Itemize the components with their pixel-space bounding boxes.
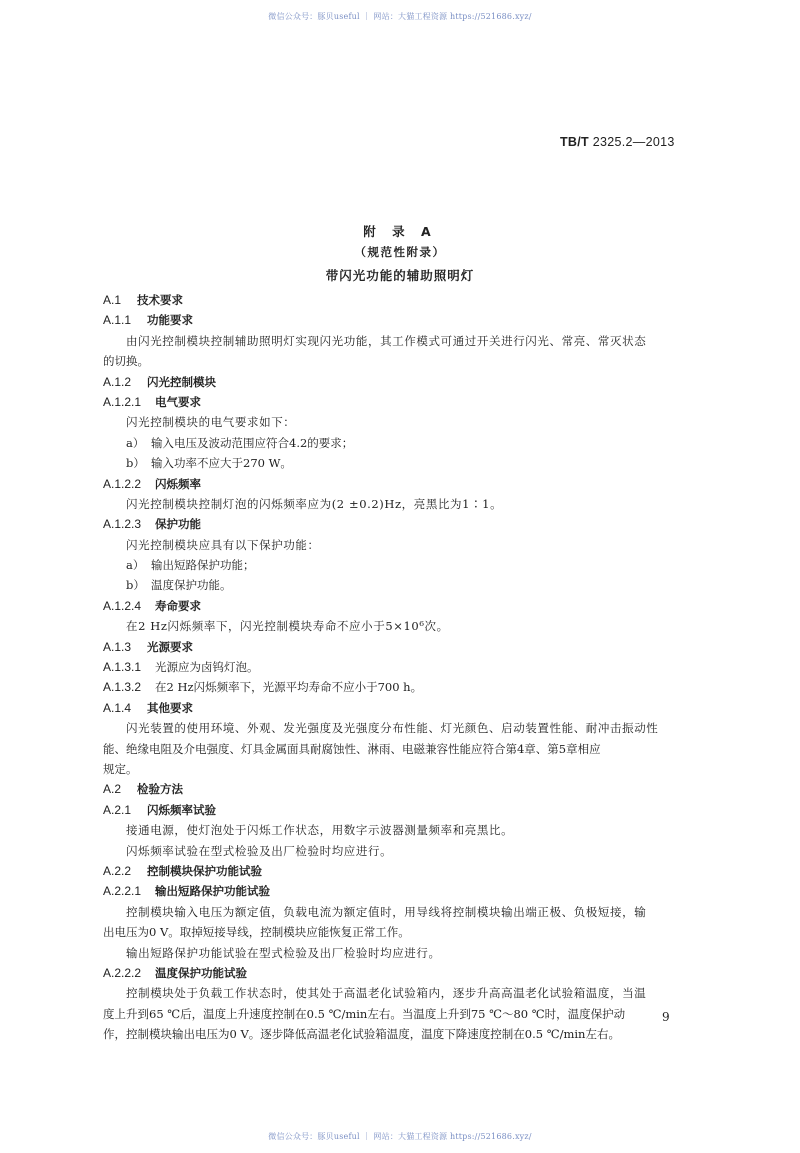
- section-title: 技术要求: [137, 293, 184, 307]
- paragraph: 闪光装置的使用环境、外观、发光强度及光强度分布性能、灯光颜色、启动装置性能、耐冲击振动性: [126, 721, 659, 736]
- clause-a1-3-1: [103, 657, 683, 677]
- section-number: A.1.1: [103, 313, 132, 328]
- paragraph-continuation: 的切换。: [103, 354, 149, 369]
- section-title: 控制模块保护功能试验: [147, 863, 263, 878]
- section-title: 光源要求: [147, 639, 194, 654]
- paragraph: 在2 Hz闪烁频率下，闪光控制模块寿命不应小于5×10⁶次。: [126, 619, 449, 634]
- paragraph: 闪光控制模块的电气要求如下：: [126, 415, 296, 430]
- watermark-bottom: 微信公众号：豚贝useful ｜ 网站：大猫工程资源 https://521686.xyz/: [268, 1132, 532, 1141]
- list-item: [103, 555, 683, 575]
- annex-subtitle: （规范性附录）: [354, 245, 446, 259]
- paragraph: 控制模块处于负载工作状态时，使其处于高温老化试验箱内，逐步升高高温老化试验箱温度，当温: [126, 986, 647, 1001]
- section-number: A.2.1: [103, 802, 132, 817]
- paragraph-continuation: 能、绝缘电阻及介电强度、灯具金属面具耐腐蚀性、淋雨、电磁兼容性能应符合第4章、第5章相应: [103, 741, 601, 756]
- section-heading-a2: [103, 779, 683, 799]
- section-heading-a1: [103, 290, 683, 310]
- list-text: 输入电压及波动范围应符合4.2的要求；: [151, 435, 354, 450]
- list-text: 温度保护功能。: [151, 578, 232, 593]
- clause-text: 光源应为卤钨灯泡。: [155, 660, 259, 675]
- section-number: A.1.2.3: [103, 517, 142, 532]
- paragraph: 输出短路保护功能试验在型式检验及出厂检验时均应进行。: [126, 945, 441, 960]
- section-heading-a2-2: [103, 861, 683, 881]
- section-title: 温度保护功能试验: [155, 965, 248, 980]
- list-marker: a）: [126, 435, 145, 450]
- section-title: 电气要求: [155, 394, 202, 409]
- page-number: 9: [662, 1010, 670, 1024]
- paragraph: 闪光控制模块应具有以下保护功能：: [126, 537, 320, 552]
- list-item: [103, 453, 683, 473]
- paragraph: 由闪光控制模块控制辅助照明灯实现闪光功能，其工作模式可通过开关进行闪光、常亮、常灭状态: [126, 333, 647, 348]
- section-heading-a2-2-1: [103, 881, 683, 901]
- section-number: A.2.2.1: [103, 884, 142, 899]
- section-heading-a2-2-2: [103, 963, 683, 983]
- section-heading-a1-1: [103, 310, 683, 330]
- paragraph: 控制模块输入电压为额定值，负载电流为额定值时，用导线将控制模块输出端正极、负极短接，输: [126, 904, 647, 919]
- clause-a1-3-2: [103, 677, 683, 697]
- section-title: 寿命要求: [155, 598, 202, 613]
- section-heading-a1-3: [103, 637, 683, 657]
- section-number: A.1.2.2: [103, 476, 142, 491]
- section-heading-a1-2-2: [103, 474, 683, 494]
- section-title: 闪烁频率试验: [147, 802, 217, 817]
- standard-prefix: TB/T: [560, 135, 589, 149]
- list-item: [103, 433, 683, 453]
- paragraph: 闪光控制模块控制灯泡的闪烁频率应为(2 ±0.2)Hz，亮黑比为1∶1。: [126, 496, 503, 511]
- section-title: 输出短路保护功能试验: [155, 884, 271, 899]
- list-marker: b）: [126, 578, 145, 593]
- annex-title: 附 录 A: [363, 224, 437, 239]
- section-title: 闪烁频率: [155, 476, 202, 491]
- paragraph-continuation: 规定。: [103, 761, 138, 776]
- paragraph-continuation: 度上升到65 ℃后，温度上升速度控制在0.5 ℃/min左右。当温度上升到75 ℃～80 ℃时，温度保护动: [103, 1006, 626, 1021]
- section-number: A.1.2.1: [103, 394, 142, 409]
- section-heading-a1-2-1: [103, 392, 683, 412]
- list-marker: a）: [126, 558, 145, 573]
- section-heading-a1-4: [103, 698, 683, 718]
- section-number: A.1.3.1: [103, 660, 142, 675]
- section-number: A.1: [103, 293, 122, 307]
- section-title: 功能要求: [147, 313, 194, 328]
- section-heading-a1-2-4: [103, 596, 683, 616]
- section-number: A.2: [103, 782, 122, 797]
- standard-number: 2325.2—2013: [592, 135, 675, 149]
- section-heading-a1-2: [103, 372, 683, 392]
- section-number: A.1.2: [103, 374, 132, 389]
- section-number: A.2.2: [103, 863, 132, 878]
- list-text: 输入功率不应大于270 W。: [151, 456, 292, 471]
- section-number: A.1.2.4: [103, 598, 142, 613]
- list-marker: b）: [126, 456, 145, 471]
- watermark-top: 微信公众号：豚贝useful ｜ 网站：大猫工程资源 https://521686.xyz/: [268, 12, 532, 21]
- paragraph-continuation: 出电压为0 V。取掉短接导线，控制模块应能恢复正常工作。: [103, 925, 410, 940]
- paragraph: 接通电源，使灯泡处于闪烁工作状态，用数字示波器测量频率和亮黑比。: [126, 823, 514, 838]
- section-number: A.2.2.2: [103, 965, 142, 980]
- section-title: 其他要求: [147, 700, 194, 715]
- paragraph: 闪烁频率试验在型式检验及出厂检验时均应进行。: [126, 843, 393, 858]
- section-number: A.1.3.2: [103, 680, 142, 695]
- list-item: [103, 575, 683, 595]
- section-heading-a1-2-3: [103, 514, 683, 534]
- section-title: 保护功能: [155, 517, 202, 532]
- document-body: [103, 290, 683, 1044]
- section-heading-a2-1: [103, 800, 683, 820]
- section-title: 闪光控制模块: [147, 374, 217, 389]
- clause-text: 在2 Hz闪烁频率下，光源平均寿命不应小于700 h。: [155, 680, 423, 695]
- section-number: A.1.3: [103, 639, 132, 654]
- paragraph-continuation: 作，控制模块输出电压为0 V。逐步降低高温老化试验箱温度，温度下降速度控制在0.5 ℃/min左右。: [103, 1027, 620, 1042]
- standard-code: [560, 135, 675, 149]
- section-title: 检验方法: [137, 782, 184, 797]
- list-text: 输出短路保护功能；: [151, 558, 255, 573]
- annex-name: 带闪光功能的辅助照明灯: [325, 268, 475, 283]
- section-number: A.1.4: [103, 700, 132, 715]
